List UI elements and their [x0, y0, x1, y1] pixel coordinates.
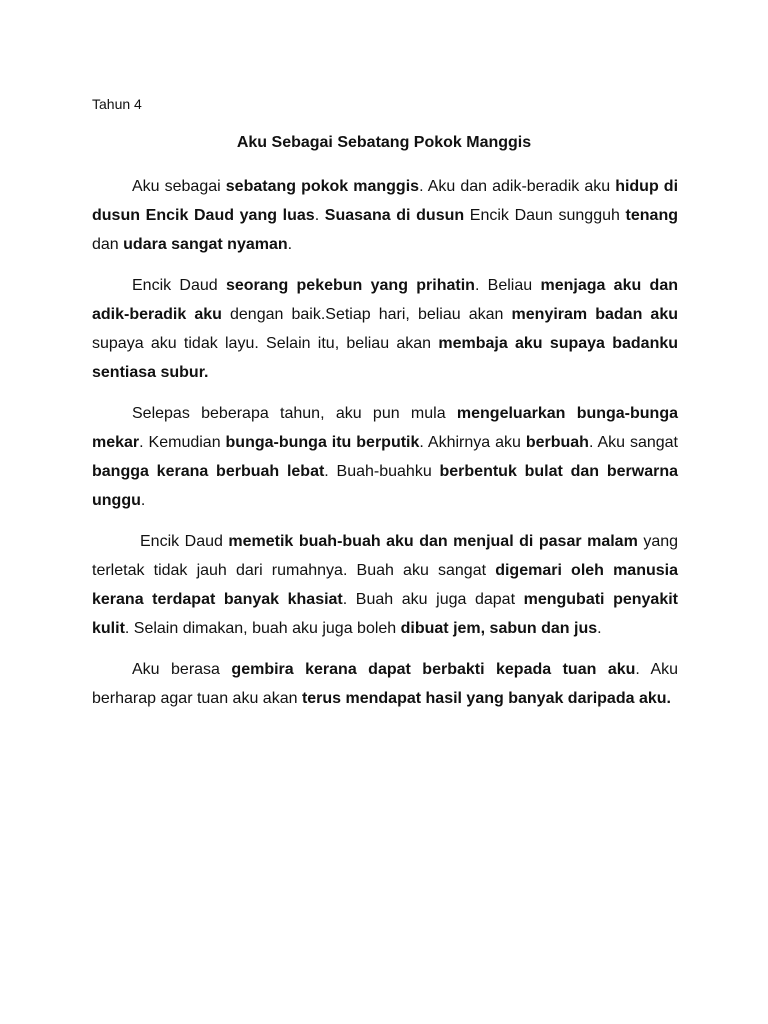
text-run: Aku berasa — [132, 661, 232, 678]
bold-phrase: memetik buah-buah aku dan menjual di pasar malam — [228, 533, 638, 550]
bold-phrase: membaja aku supaya badanku sentiasa subur. — [92, 335, 679, 381]
text-run: . Aku sangat — [588, 434, 679, 451]
class-label: Tahun 4 — [92, 96, 142, 112]
text-run: . — [314, 207, 325, 224]
bold-phrase: terus mendapat hasil yang banyak daripada aku. — [301, 690, 671, 707]
text-run: . Buah-buahku — [324, 463, 440, 480]
bold-phrase: udara sangat nyaman — [123, 236, 288, 253]
text-run: Encik Daud — [140, 533, 229, 550]
text-run: Encik Daun sungguh — [464, 207, 626, 224]
text-run: . Akhirnya aku — [419, 434, 526, 451]
paragraph — [92, 399, 678, 515]
bold-phrase: bangga kerana berbuah lebat — [92, 463, 325, 480]
bold-phrase: mengeluarkan bunga-bunga mekar — [92, 405, 679, 451]
essay-title: Aku Sebagai Sebatang Pokok Manggis — [236, 134, 532, 151]
text-run: Encik Daud — [132, 277, 226, 294]
paragraph — [92, 172, 678, 259]
text-run: . Kemudian — [139, 434, 226, 451]
bold-phrase: tenang — [625, 207, 678, 224]
bold-phrase: digemari oleh manusia kerana terdapat banyak khasiat — [92, 562, 678, 608]
text-run: . Buah aku juga dapat — [342, 591, 524, 608]
text-run: . Beliau — [474, 277, 541, 294]
bold-phrase: berbentuk bulat dan berwarna unggu — [92, 463, 678, 509]
text-run: supaya aku tidak layu. Selain itu, beliau akan — [92, 335, 439, 352]
bold-phrase: menjaga aku dan adik-beradik aku — [92, 277, 679, 323]
paragraph — [92, 655, 678, 713]
text-run: yang terletak tidak jauh dari rumahnya. Buah aku sangat — [92, 533, 679, 579]
bold-phrase: gembira kerana dapat berbakti kepada tuan aku — [231, 661, 636, 678]
bold-phrase: berbuah — [525, 434, 589, 451]
bold-phrase: bunga-bunga itu berputik — [225, 434, 420, 451]
text-run: . — [597, 620, 602, 637]
text-run: dan — [92, 236, 124, 253]
bold-phrase: seorang pekebun yang prihatin — [225, 277, 475, 294]
bold-phrase: Suasana di dusun — [324, 207, 465, 224]
text-run: dengan baik.Setiap hari, beliau akan — [221, 306, 512, 323]
bold-phrase: mengubati penyakit kulit — [92, 591, 679, 637]
bold-phrase: menyiram badan aku — [511, 306, 679, 323]
text-run: Aku sebagai — [132, 178, 226, 195]
text-run: . Selain dimakan, buah aku juga boleh — [124, 620, 401, 637]
bold-phrase: hidup di dusun Encik Daud yang luas — [92, 178, 679, 224]
bold-phrase: dibuat jem, sabun dan jus — [400, 620, 598, 637]
essay-body — [92, 172, 678, 725]
text-run: . — [287, 236, 293, 253]
text-run: . Aku berharap agar tuan aku akan — [92, 661, 679, 707]
text-run: . — [140, 492, 146, 509]
paragraph — [92, 527, 678, 643]
bold-phrase: sebatang pokok manggis — [225, 178, 420, 195]
text-run: . Aku dan adik-beradik aku — [419, 178, 616, 195]
text-run: Selepas beberapa tahun, aku pun mula — [132, 405, 457, 422]
paragraph — [92, 271, 678, 387]
